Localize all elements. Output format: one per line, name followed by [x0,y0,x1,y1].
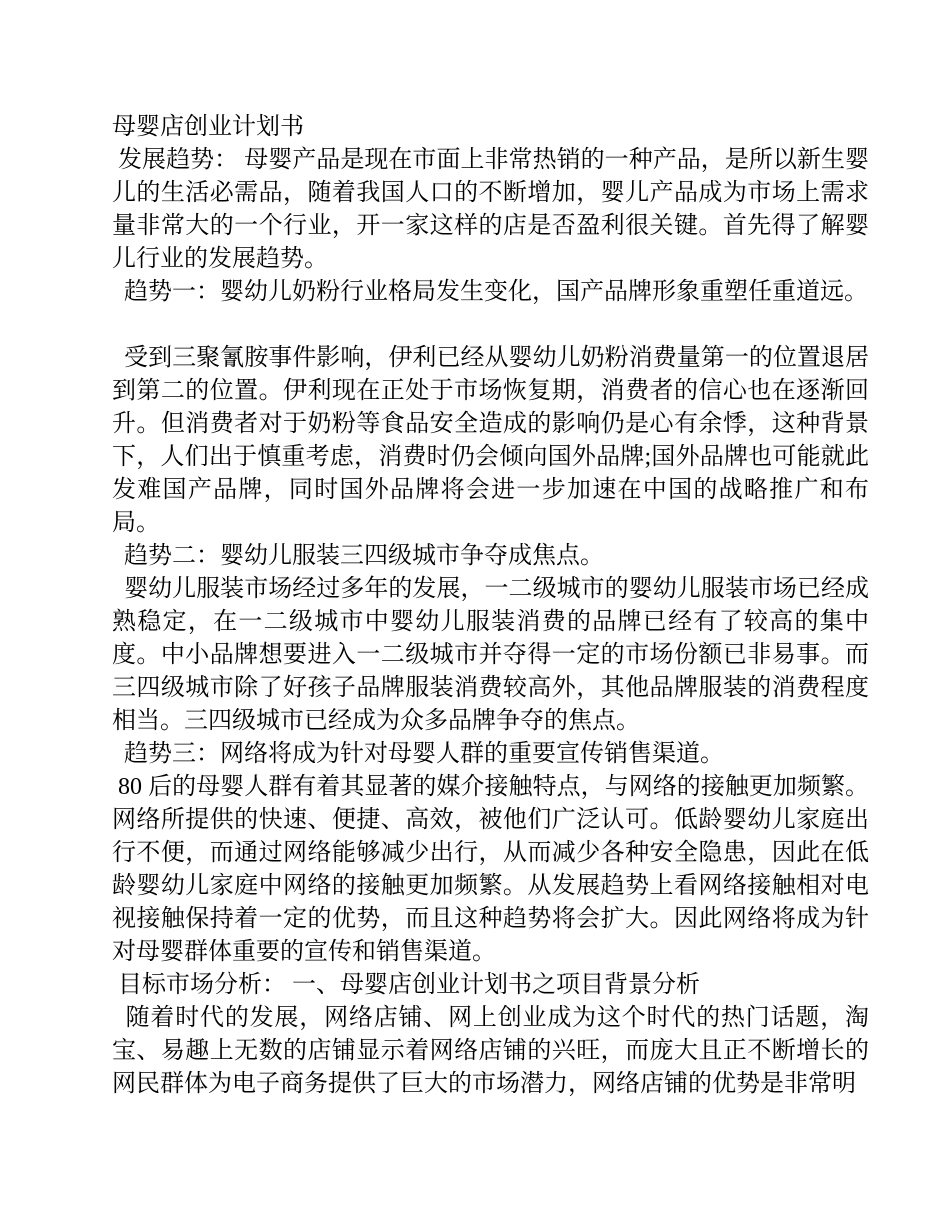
blank-line [112,309,869,342]
trend-3-body-paragraph: 80 后的母婴人群有着其显著的媒介接触特点，与网络的接触更加频繁。网络所提供的快速、便捷、高效，被他们广泛认可。低龄婴幼儿家庭出行不便，而通过网络能够减少出行，从而减少各种安全隐患，因此在低龄婴幼儿家庭中网络的接触更加频繁。从发展趋势上看网络接触相对电视接触保持着一定的优势，而且这种趋势将会扩大。因此网络将成为针对母婴群体重要的宣传和销售渠道。 [112,774,870,965]
project-background-body-paragraph: 随着时代的发展，网络店铺、网上创业成为这个时代的热门话题，淘宝、易趣上无数的店铺显示着网络店铺的兴旺，而庞大且正不断增长的网民群体为电子商务提供了巨大的市场潜力，网络店铺的优势是非常明 [112,1005,870,1097]
trend-1-heading: 趋势一：婴幼儿奶粉行业格局发生变化，国产品牌形象重塑任重道远。 [112,279,868,305]
target-market-heading: 目标市场分析： 一、母婴店创业计划书之项目背景分析 [112,972,700,998]
document-text-block [112,111,869,1101]
trend-2-heading: 趋势二：婴幼儿服装三四级城市争夺成焦点。 [112,543,604,569]
development-trends-intro-paragraph: 发展趋势： 母婴产品是现在市面上非常热销的一种产品，是所以新生婴儿的生活必需品，随着我国人口的不断增加，婴儿产品成为市场上需求量非常大的一个行业，开一家这样的店是否盈利很关键。首先得了解婴儿行业的发展趋势。 [112,147,869,272]
trend-3-heading: 趋势三：网络将成为针对母婴人群的重要宣传销售渠道。 [112,741,724,767]
trend-2-body-paragraph: 婴幼儿服装市场经过多年的发展，一二级城市的婴幼儿服装市场已经成熟稳定，在一二级城市中婴幼儿服装消费的品牌已经有了较高的集中度。中小品牌想要进入一二级城市并夺得一定的市场份额已非易事。而三四级城市除了好孩子品牌服装消费较高外，其他品牌服装的消费程度相当。三四级城市已经成为众多品牌争夺的焦点。 [112,576,869,734]
document-body [112,144,869,1101]
document-title: 母婴店创业计划书 [112,114,304,140]
trend-1-body-paragraph: 受到三聚氰胺事件影响，伊利已经从婴幼儿奶粉消费量第一的位置退居到第二的位置。伊利现在正处于市场恢复期，消费者的信心也在逐渐回升。但消费者对于奶粉等食品安全造成的影响仍是心有余悸，这种背景下，人们出于慎重考虑，消费时仍会倾向国外品牌;国外品牌也可能就此发难国产品牌，同时国外品牌将会进一步加速在中国的战略推广和布局。 [112,345,869,536]
